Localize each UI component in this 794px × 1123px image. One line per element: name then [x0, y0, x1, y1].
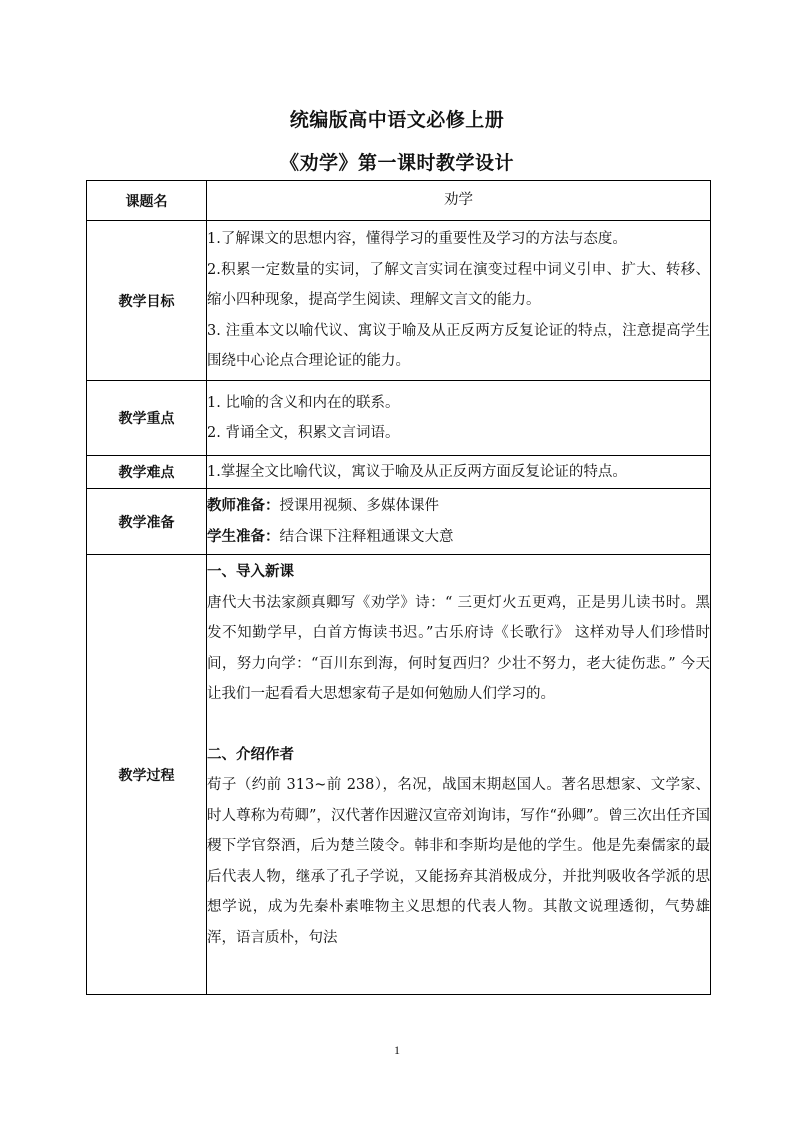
process-label: 教学过程 — [87, 555, 207, 995]
lesson-plan-table — [86, 180, 711, 995]
goals-content — [207, 221, 711, 381]
prep-content — [207, 489, 711, 555]
teacher-prep-label: 教师准备： — [207, 498, 280, 514]
topic-value: 劝学 — [207, 181, 711, 221]
document-title: 统编版高中语文必修上册 — [289, 109, 505, 131]
prep-label: 教学准备 — [87, 489, 207, 555]
difficulty-label: 教学难点 — [87, 456, 207, 489]
row-key-points — [87, 381, 711, 456]
teacher-prep-text: 授课用视频、多媒体课件 — [279, 498, 439, 514]
section-paragraph: 唐代大书法家颜真卿写《劝学》诗：“ 三更灯火五更鸡，正是男儿读书时。黑发不知勤学早，白首方悔读书迟。”古乐府诗《长歌行》 这样劝导人们珍惜时间，努力向学：“百川东到海，何时复西归？少壮不努力，老大徒伤悲。” 今天让我们一起看看大思想家荀子是如何勉励人们学习的。 — [207, 594, 710, 702]
document-subtitle: 《劝学》第一课时教学设计 — [279, 152, 514, 174]
student-prep-text: 结合课下注释粗通课文大意 — [279, 528, 454, 545]
process-content — [207, 555, 711, 995]
student-prep-label: 学生准备： — [207, 528, 280, 545]
goal-item: 1.了解课文的思想内容，懂得学习的重要性及学习的方法与态度。 — [207, 231, 627, 248]
row-topic — [87, 181, 711, 221]
row-goals — [87, 221, 711, 381]
page-number: 1 — [394, 1043, 400, 1057]
topic-label: 课题名 — [87, 181, 207, 221]
row-process — [87, 555, 711, 995]
section-paragraph: 荀子（约前 313~前 238），名况，战国末期赵国人。著名思想家、文学家、时人尊称为苟卿”，汉代著作因避汉宣帝刘询讳，写作“孙卿”。曾三次出任齐国稷下学官祭酒，后为楚兰陵令。韩非和李斯均是他的学生。他是先秦儒家的最后代表人物，继承了孔子学说，又能扬弃其消极成分，并批判吸收各学派的思想学说，成为先秦朴素唯物主义思想的代表人物。其散文说理透彻，气势雄浑，语言质朴，句法 — [207, 777, 710, 946]
goal-item: 3. 注重本文以喻代议、寓议于喻及从正反两方反复论证的特点，注意提高学生围绕中心论点合理论证的能力。 — [207, 322, 710, 370]
key-point-item: 2. 背诵全文，积累文言词语。 — [207, 425, 400, 441]
key-point-item: 1. 比喻的含义和内在的联系。 — [207, 394, 400, 411]
goals-label: 教学目标 — [87, 221, 207, 381]
section-heading: 二、介绍作者 — [207, 746, 294, 763]
difficulty-content: 1.掌握全文比喻代议，寓议于喻及从正反两方面反复论证的特点。 — [207, 456, 711, 489]
key-points-label: 教学重点 — [87, 381, 207, 456]
section-heading: 一、导入新课 — [207, 564, 294, 580]
goal-item: 2.积累一定数量的实词，了解文言实词在演变过程中词义引申、扩大、转移、缩小四种现象，提高学生阅读、理解文言文的能力。 — [207, 261, 710, 309]
key-points-content — [207, 381, 711, 456]
row-prep — [87, 489, 711, 555]
row-difficulty — [87, 456, 711, 489]
